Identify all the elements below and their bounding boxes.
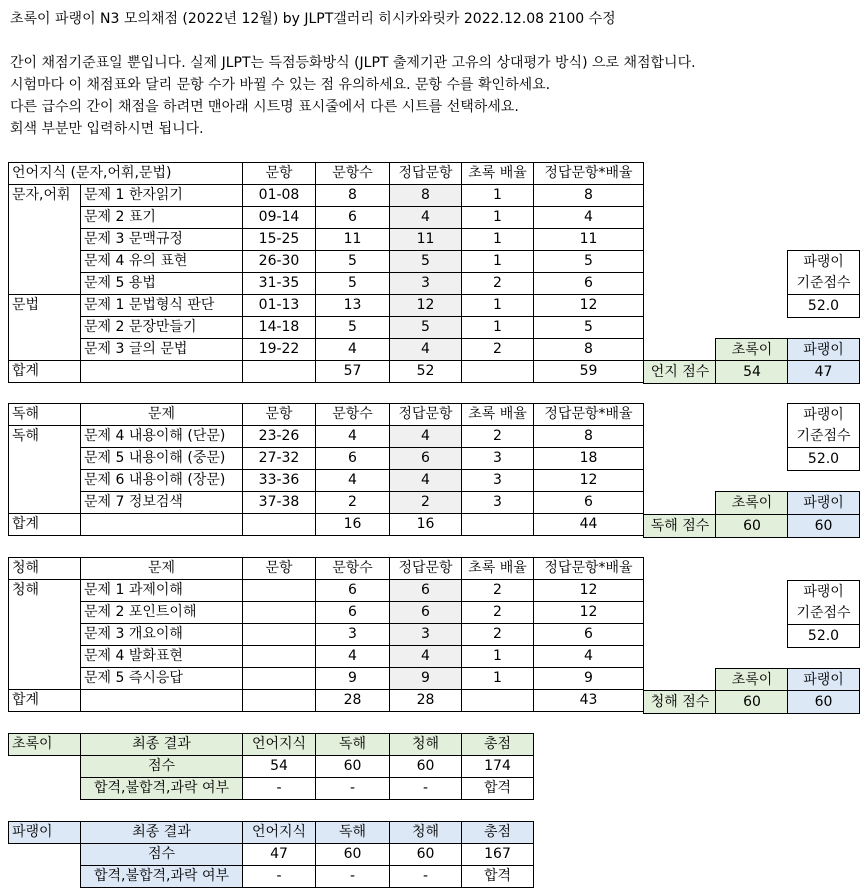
section-header: 언어지식 (문자,어휘,문법) bbox=[9, 163, 243, 185]
vocab-table bbox=[8, 162, 644, 383]
reading-table bbox=[8, 403, 644, 536]
table-row: 문제 6 내용이해 (장문) 33-36 4 4 3 12 bbox=[9, 470, 644, 492]
blue-score: 60 bbox=[787, 514, 860, 538]
result-score-row: 점수 47 60 60 167 bbox=[9, 844, 534, 866]
score-label: 언지 점수 bbox=[643, 360, 717, 384]
correct-input[interactable]: 8 bbox=[390, 185, 462, 207]
blue-label: 파랭이 bbox=[787, 668, 860, 692]
side-label: 파랭이 bbox=[787, 250, 860, 273]
note-line: 간이 채점기준표일 뿐입니다. 실제 JLPT는 득점등화방식 (JLPT 출제기관 고유의 상대평가 방식) 으로 채점합니다. bbox=[10, 55, 696, 71]
table-row: 문제 3 글의 문법 19-22 4 4 2 8 bbox=[9, 339, 644, 361]
section-header: 청해 bbox=[9, 558, 81, 580]
blue-result-table bbox=[8, 821, 534, 888]
note-line: 회색 부분만 입력하시면 됩니다. bbox=[10, 121, 204, 137]
table-row: 문제 7 정보검색 37-38 2 2 3 6 bbox=[9, 492, 644, 514]
correct-input[interactable]: 4 bbox=[390, 426, 462, 448]
result-header-row: 파랭이 최종 결과 언어지식 독해 청해 총점 bbox=[9, 822, 534, 844]
table-row: 문제 3 개요이해 3 3 2 6 bbox=[9, 624, 644, 646]
table-row: 문제 5 내용이해 (중문) 27-32 6 6 3 18 bbox=[9, 448, 644, 470]
result-pass-row: 합격,불합격,과락 여부 - - - 합격 bbox=[9, 866, 534, 888]
green-label: 초록이 bbox=[715, 338, 789, 362]
result-owner: 파랭이 bbox=[9, 822, 81, 844]
correct-input[interactable]: 3 bbox=[390, 273, 462, 295]
table-row: 문법 문제 1 문법형식 판단 01-13 13 12 1 12 bbox=[9, 295, 644, 317]
pass-threshold: 52.0 bbox=[787, 294, 860, 318]
score-label: 독해 점수 bbox=[643, 514, 717, 538]
note-line: 다른 급수의 간이 채점을 하려면 맨아래 시트명 표시줄에서 다른 시트를 선택하세요. bbox=[10, 99, 519, 115]
score-label: 청해 점수 bbox=[643, 690, 717, 714]
table-row: 독해 문제 4 내용이해 (단문) 23-26 4 4 2 8 bbox=[9, 426, 644, 448]
table-row: 문제 2 포인트이해 6 6 2 12 bbox=[9, 602, 644, 624]
table-row: 문제 3 문맥규정 15-25 11 11 1 11 bbox=[9, 229, 644, 251]
result-owner: 초록이 bbox=[9, 734, 81, 756]
correct-input[interactable]: 12 bbox=[390, 295, 462, 317]
table-row: 문제 2 표기 09-14 6 4 1 4 bbox=[9, 207, 644, 229]
correct-input[interactable]: 5 bbox=[390, 317, 462, 339]
correct-input[interactable]: 4 bbox=[390, 207, 462, 229]
green-score: 60 bbox=[715, 514, 789, 538]
correct-input[interactable]: 6 bbox=[390, 448, 462, 470]
green-result-table bbox=[8, 733, 534, 800]
correct-input[interactable]: 4 bbox=[390, 470, 462, 492]
correct-input[interactable]: 2 bbox=[390, 492, 462, 514]
blue-label: 파랭이 bbox=[787, 491, 860, 515]
correct-input[interactable]: 4 bbox=[390, 339, 462, 361]
correct-input[interactable]: 6 bbox=[390, 602, 462, 624]
table-row: 청해 문제 1 과제이해 6 6 2 12 bbox=[9, 580, 644, 602]
correct-input[interactable]: 11 bbox=[390, 229, 462, 251]
side-label: 기준점수 bbox=[787, 272, 860, 295]
total-row: 합계 28 28 43 bbox=[9, 690, 644, 712]
sheet-title: 초록이 파랭이 N3 모의채점 (2022년 12월) by JLPT갤러리 히시카와릿카 2022.12.08 2100 수정 bbox=[10, 11, 616, 27]
pass-threshold: 52.0 bbox=[787, 447, 860, 471]
result-score-row: 점수 54 60 60 174 bbox=[9, 756, 534, 778]
table-row: 문자,어휘 문제 1 한자읽기 01-08 8 8 1 8 bbox=[9, 185, 644, 207]
green-score: 60 bbox=[715, 690, 789, 714]
correct-input[interactable]: 5 bbox=[390, 251, 462, 273]
total-row: 합계 16 16 44 bbox=[9, 514, 644, 536]
result-header-row: 초록이 최종 결과 언어지식 독해 청해 총점 bbox=[9, 734, 534, 756]
correct-input[interactable]: 6 bbox=[390, 580, 462, 602]
pass-threshold: 52.0 bbox=[787, 624, 860, 648]
correct-input[interactable]: 9 bbox=[390, 668, 462, 690]
total-row: 합계 57 52 59 bbox=[9, 361, 644, 383]
table-header-row: 독해 문제 문항 문항수 정답문항 초록 배율 정답문항*배율 bbox=[9, 404, 644, 426]
correct-input[interactable]: 3 bbox=[390, 624, 462, 646]
side-label: 파랭이 bbox=[787, 403, 860, 426]
blue-label: 파랭이 bbox=[787, 338, 860, 362]
result-pass-row: 합격,불합격,과락 여부 - - - 합격 bbox=[9, 778, 534, 800]
green-label: 초록이 bbox=[715, 668, 789, 692]
side-label: 기준점수 bbox=[787, 602, 860, 625]
blue-score: 47 bbox=[787, 360, 860, 384]
note-line: 시험마다 이 채점표와 달리 문항 수가 바뀔 수 있는 점 유의하세요. 문항 수를 확인하세요. bbox=[10, 77, 551, 93]
correct-input[interactable]: 4 bbox=[390, 646, 462, 668]
green-label: 초록이 bbox=[715, 491, 789, 515]
table-row: 문제 4 발화표현 4 4 1 4 bbox=[9, 646, 644, 668]
table-row: 문제 5 용법 31-35 5 3 2 6 bbox=[9, 273, 644, 295]
table-row: 문제 5 즉시응답 9 9 1 9 bbox=[9, 668, 644, 690]
side-label: 파랭이 bbox=[787, 580, 860, 603]
blue-score: 60 bbox=[787, 690, 860, 714]
table-header-row: 언어지식 (문자,어휘,문법) 문항 문항수 정답문항 초록 배율 정답문항*배율 bbox=[9, 163, 644, 185]
table-row: 문제 4 유의 표현 26-30 5 5 1 5 bbox=[9, 251, 644, 273]
table-row: 문제 2 문장만들기 14-18 5 5 1 5 bbox=[9, 317, 644, 339]
table-header-row: 청해 문제 문항 문항수 정답문항 초록 배율 정답문항*배율 bbox=[9, 558, 644, 580]
section-header: 독해 bbox=[9, 404, 81, 426]
listening-table bbox=[8, 557, 644, 712]
side-label: 기준점수 bbox=[787, 425, 860, 448]
green-score: 54 bbox=[715, 360, 789, 384]
